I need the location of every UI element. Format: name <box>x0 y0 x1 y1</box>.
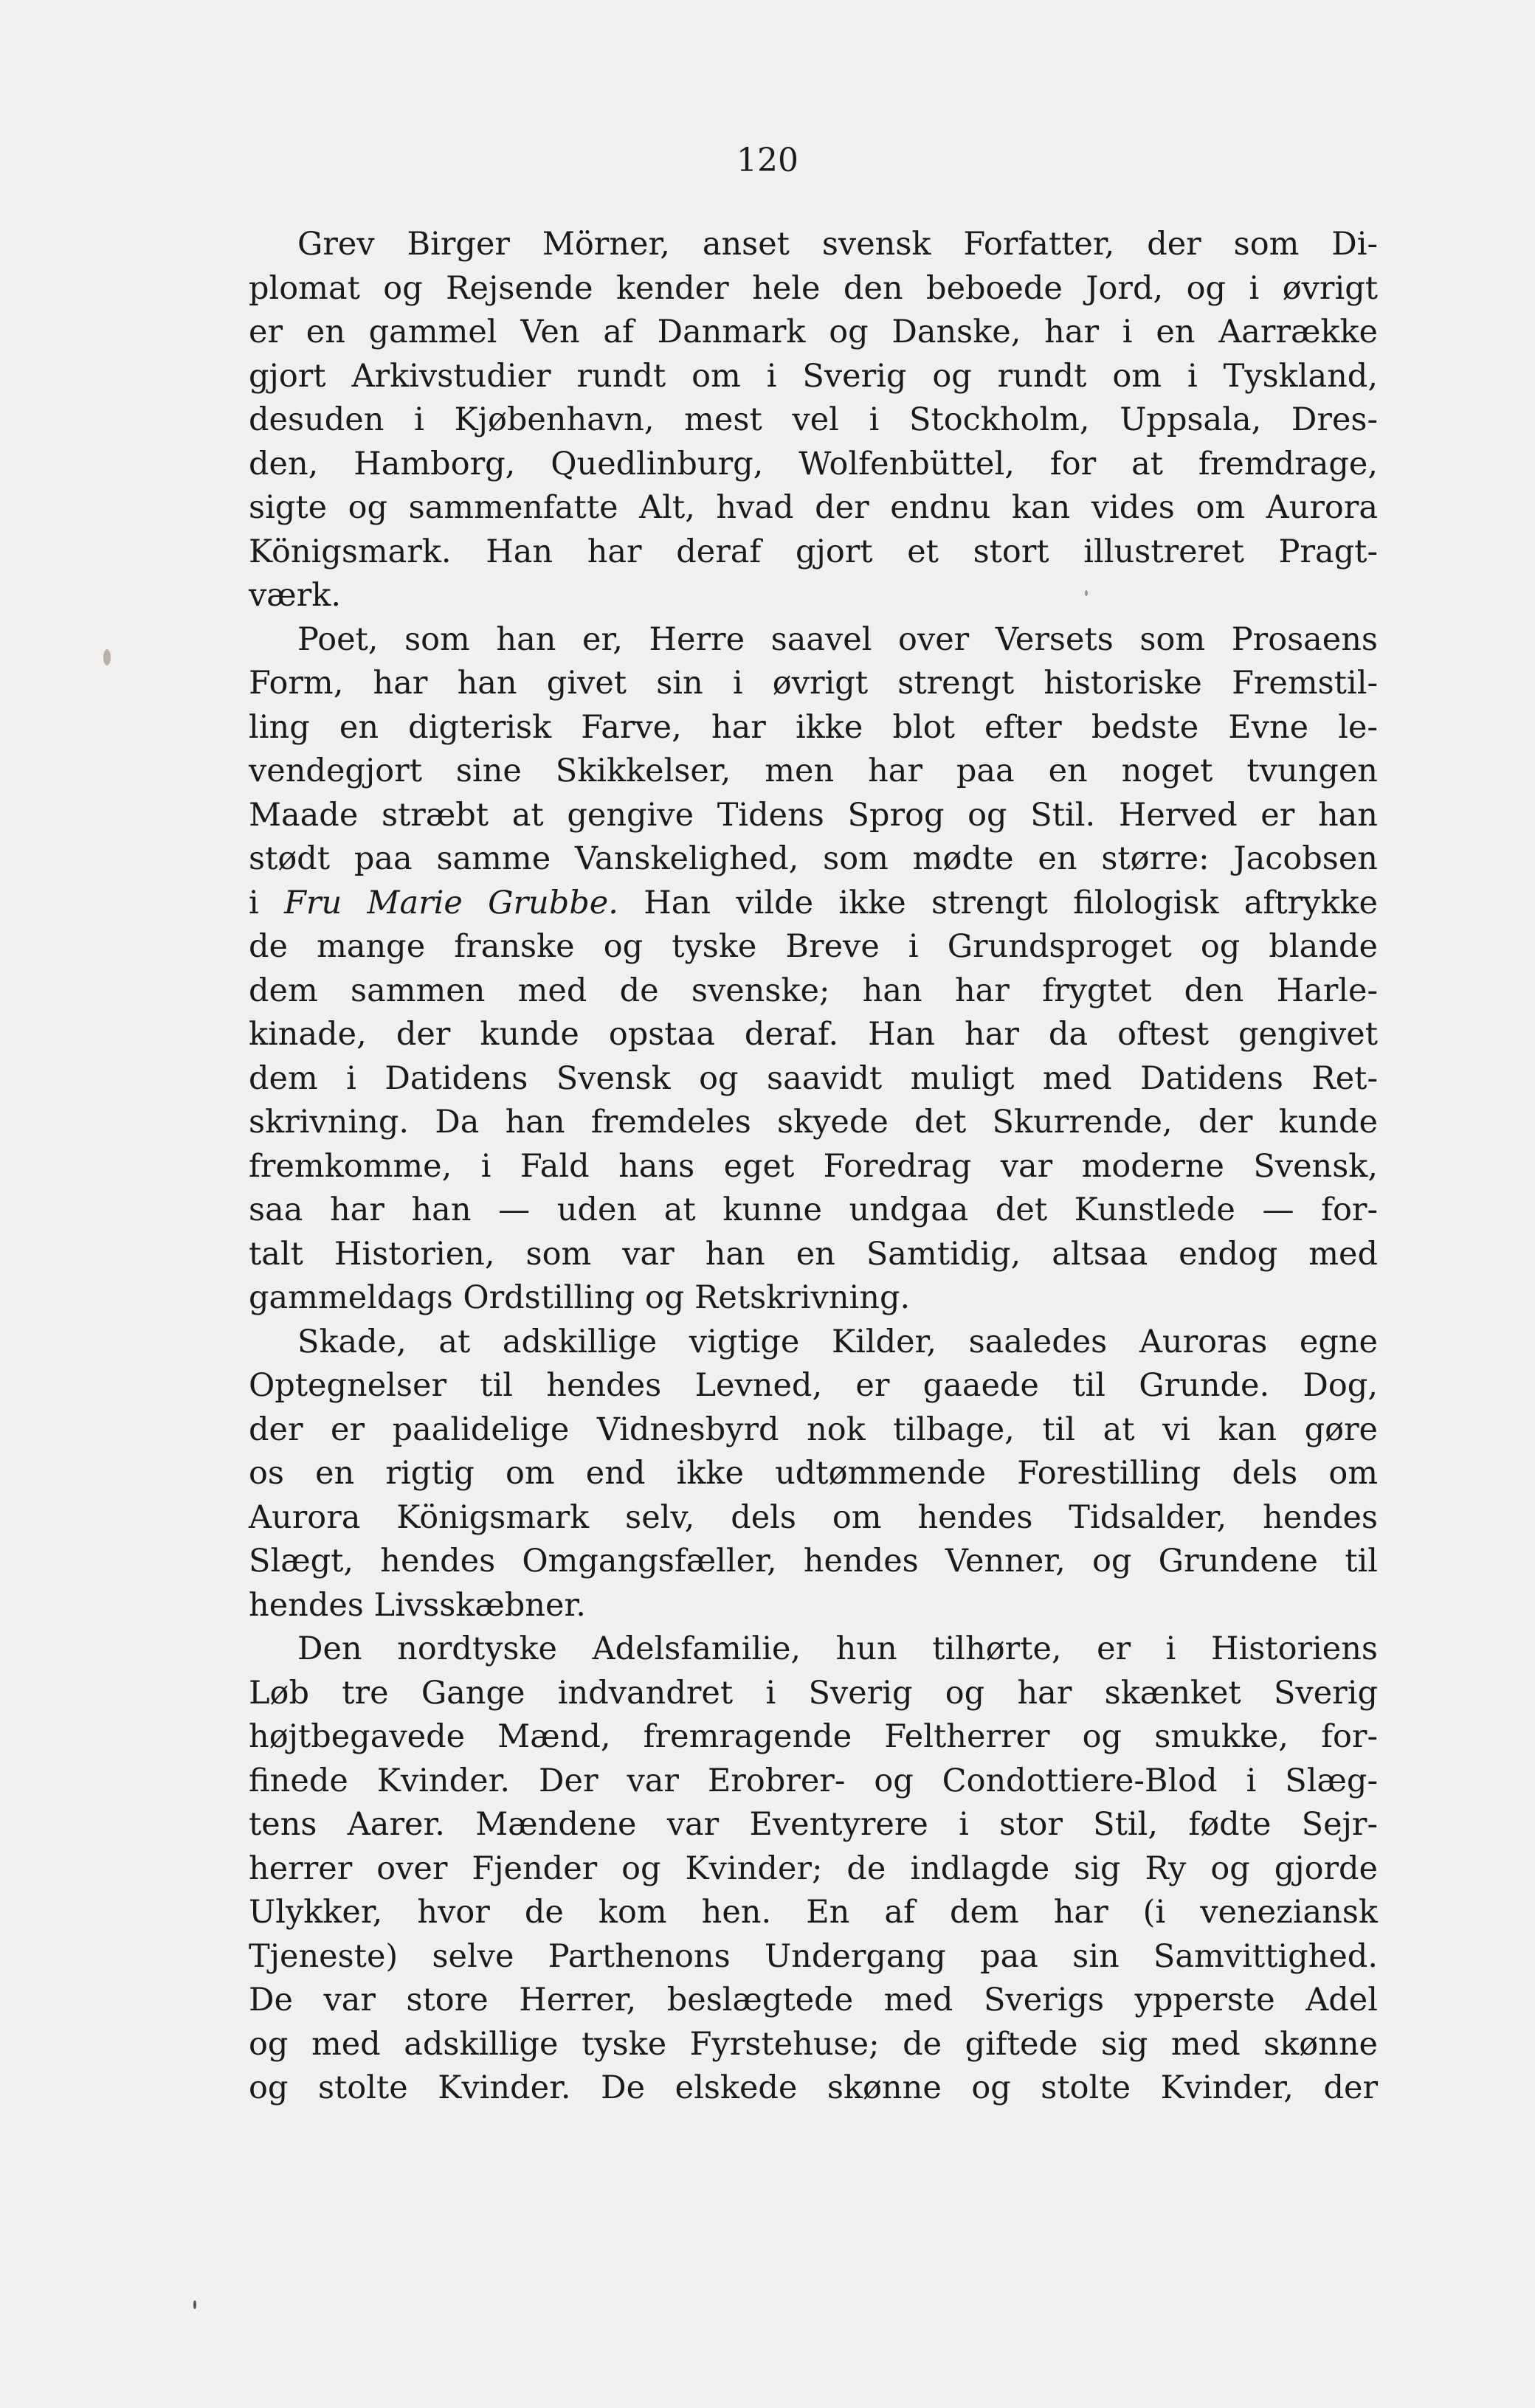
text-line: ling en digterisk Farve, har ikke blot efter bedste Evne le- <box>249 708 1378 746</box>
text-line: herrer over Fjender og Kvinder; de indlagde sig Ry og gjorde <box>249 1850 1378 1887</box>
book-title: Fru Marie Grubbe. <box>284 884 618 921</box>
text-line-with-title <box>249 882 1378 926</box>
text-line: stødt paa samme Vanskelighed, som mødte en større: Jacobsen <box>249 840 1378 877</box>
paragraph-2 <box>249 618 1378 1321</box>
text-line: der er paalidelige Vidnesbyrd nok tilbage, til at vi kan gøre <box>249 1411 1378 1448</box>
text-line: dem sammen med de svenske; han har frygtet den Harle- <box>249 972 1378 1009</box>
text-line: talt Historien, som var han en Samtidig, altsaa endog med <box>249 1235 1378 1273</box>
body-text <box>249 223 1378 2111</box>
text-line: Königsmark. Han har deraf gjort et stort illustreret Pragt- <box>249 533 1378 570</box>
text-line: tens Aarer. Mændene var Eventyrere i stor Stil, fødte Sejr- <box>249 1806 1378 1843</box>
text-line: vendegjort sine Skikkelser, men har paa en noget tvungen <box>249 752 1378 789</box>
text-line: Løb tre Gange indvandret i Sverig og har skænket Sverig <box>249 1674 1378 1712</box>
text-line: gammeldags Ordstilling og Retskrivning. <box>249 1279 911 1316</box>
text-line: sigte og sammenfatte Alt, hvad der endnu kan vides om Aurora <box>249 489 1378 526</box>
text-line: er en gammel Ven af Danmark og Danske, har i en Aarrække <box>249 314 1378 350</box>
text-line: finede Kvinder. Der var Erobrer- og Condottiere-Blod i Slæg- <box>249 1762 1378 1799</box>
text-line: saa har han — uden at kunne undgaa det Kunstlede — for- <box>249 1191 1378 1228</box>
paragraph-3 <box>249 1321 1378 1628</box>
text-line: gjort Arkivstudier rundt om i Sverig og rundt om i Tyskland, <box>249 357 1378 395</box>
text-line: plomat og Rejsende kender hele den beboede Jord, og i øvrigt <box>249 269 1378 307</box>
text-line: Grev Birger Mörner, anset svensk Forfatter, der som Di- <box>297 226 1378 263</box>
paragraph-1 <box>249 223 1378 618</box>
paper-speck <box>103 649 111 665</box>
text-line: Aurora Königsmark selv, dels om hendes Tidsalder, hendes <box>249 1498 1378 1536</box>
paper-speck <box>1085 590 1088 596</box>
text-line: skrivning. Da han fremdeles skyede det Skurrende, der kunde <box>249 1104 1378 1141</box>
paragraph-4 <box>249 1627 1378 2111</box>
text-line: værk. <box>249 577 341 614</box>
text-line: den, Hamborg, Quedlinburg, Wolfenbüttel, for at fremdrage, <box>249 445 1378 482</box>
text-line: Ulykker, hvor de kom hen. En af dem har (i veneziansk <box>249 1894 1378 1931</box>
text-line: Skade, at adskillige vigtige Kilder, saaledes Auroras egne <box>297 1323 1378 1360</box>
text-line: Form, har han givet sin i øvrigt strengt historiske Fremstil- <box>249 665 1378 702</box>
text-line: Poet, som han er, Herre saavel over Versets som Prosaens <box>297 620 1378 658</box>
text-line: kinade, der kunde opstaa deraf. Han har da oftest gengivet <box>249 1016 1378 1053</box>
text-line: Maade stræbt at gengive Tidens Sprog og Stil. Herved er han <box>249 796 1378 834</box>
text-line: os en rigtig om end ikke udtømmende Forestilling dels om <box>249 1455 1378 1492</box>
text-line: højtbegavede Mænd, fremragende Feltherrer og smukke, for- <box>249 1718 1378 1755</box>
text-line: De var store Herrer, beslægtede med Sverigs ypperste Adel <box>249 1982 1378 2018</box>
paper-speck <box>193 2300 196 2309</box>
text-line: fremkomme, i Fald hans eget Foredrag var moderne Svensk, <box>249 1147 1378 1185</box>
page-number: 120 <box>737 142 798 179</box>
text-line: Slægt, hendes Omgangsfæller, hendes Venner, og Grundene til <box>249 1543 1378 1580</box>
text-line: dem i Datidens Svensk og saavidt muligt med Datidens Ret- <box>249 1059 1378 1097</box>
text-line: Optegnelser til hendes Levned, er gaaede til Grunde. Dog, <box>249 1367 1378 1404</box>
text-fragment: i <box>249 884 285 921</box>
text-line: Den nordtyske Adelsfamilie, hun tilhørte, er i Historiens <box>297 1630 1378 1667</box>
text-line: og stolte Kvinder. De elskede skønne og stolte Kvinder, der <box>249 2069 1378 2106</box>
text-line: de mange franske og tyske Breve i Grundsproget og blande <box>249 928 1378 965</box>
text-line: hendes Livsskæbner. <box>249 1586 586 1624</box>
text-line: Tjeneste) selve Parthenons Undergang paa sin Samvittighed. <box>249 1937 1378 1975</box>
text-line: og med adskillige tyske Fyrstehuse; de giftede sig med skønne <box>249 2025 1378 2063</box>
text-line: desuden i Kjøbenhavn, mest vel i Stockholm, Uppsala, Dres- <box>249 401 1378 438</box>
text-fragment: Han vilde ikke strengt filologisk aftrykke <box>618 884 1379 921</box>
